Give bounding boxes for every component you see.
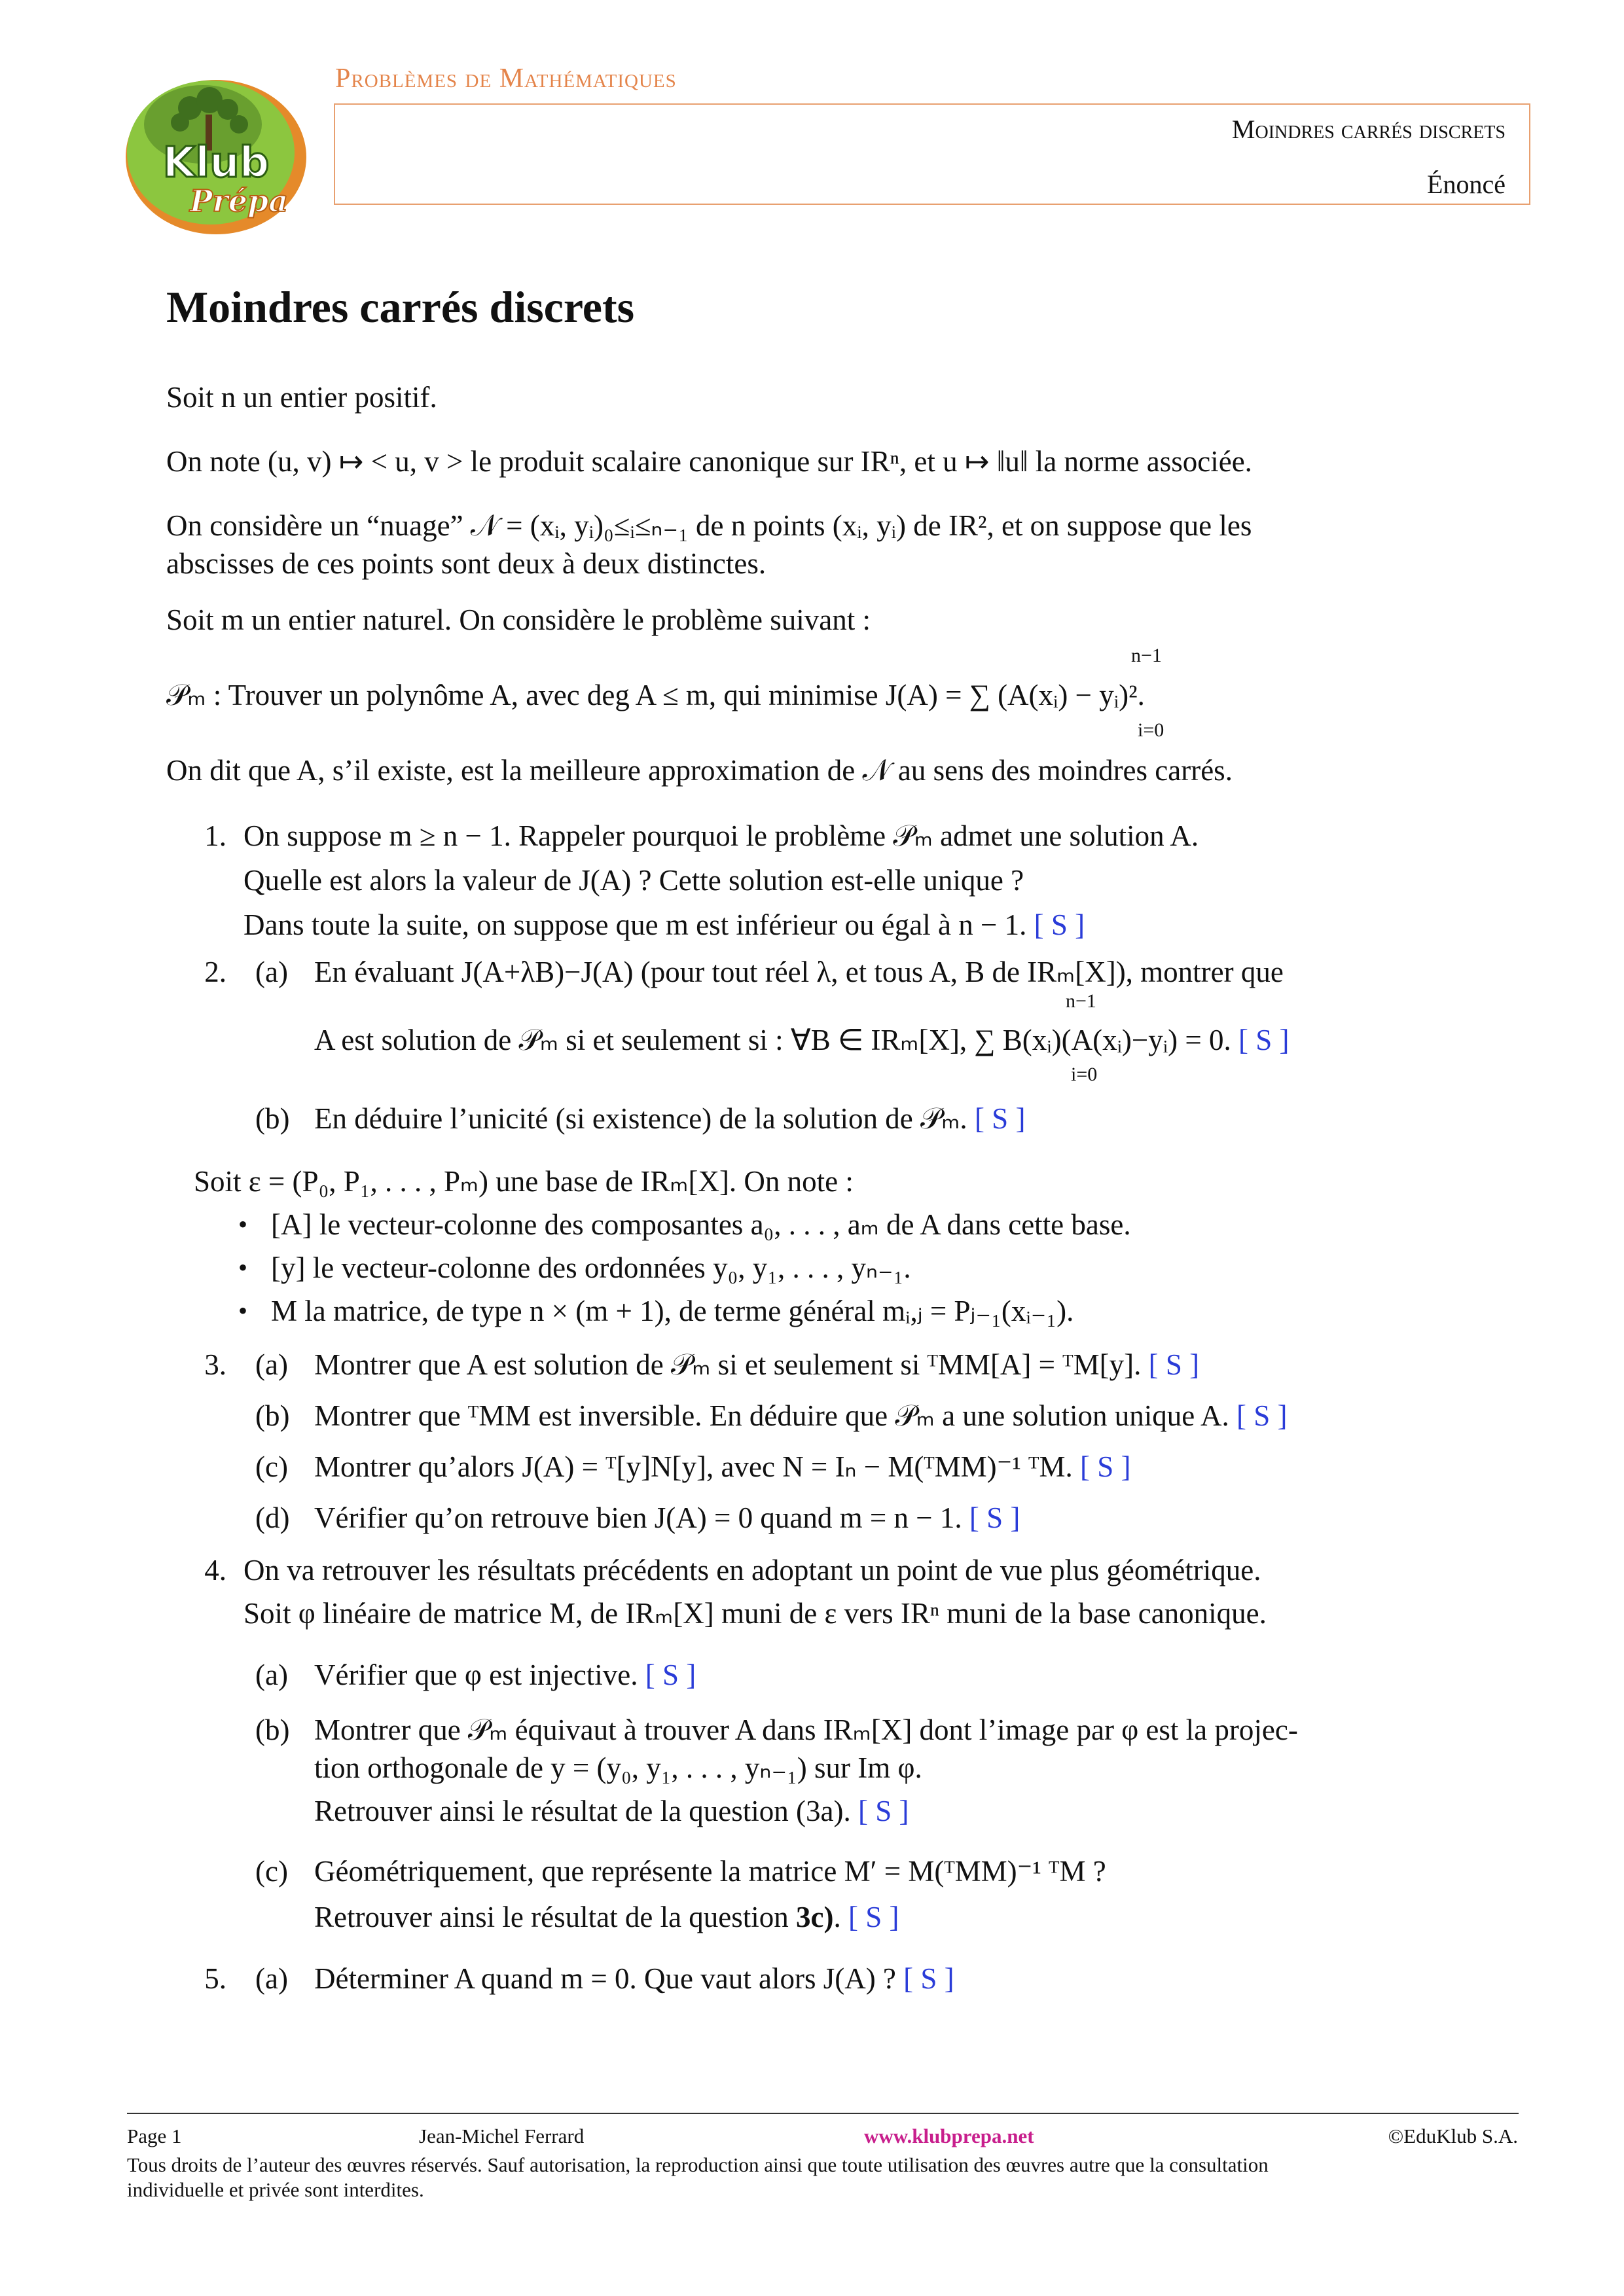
q4b-line-1: Montrer que 𝒫ₘ équivaut à trouver A dans IRₘ[X] dont l’image par φ est la projec- — [314, 1713, 1298, 1746]
solution-link[interactable]: [ S ] — [1079, 1450, 1131, 1483]
intro-paragraph-6: On dit que A, s’il existe, est la meilleure approximation de 𝒩 au sens des moindres carrés. — [166, 754, 1233, 787]
sum-upper-bound: n−1 — [1131, 645, 1162, 666]
q3a: Montrer que A est solution de 𝒫ₘ si et seulement si ᵀMM[A] = ᵀM[y]. [ S ] — [314, 1348, 1200, 1381]
question-number: 4. — [204, 1554, 226, 1587]
q5a: Déterminer A quand m = 0. Que vaut alors J(A) ? [ S ] — [314, 1962, 954, 1995]
intro-paragraph-3a: On considère un “nuage” 𝒩 = (xᵢ, yᵢ)₀≤ᵢ≤ₙ₋₁ de n points (xᵢ, yᵢ) de IR², et on suppose que les — [166, 509, 1252, 542]
sum-lower-bound: i=0 — [1071, 1064, 1098, 1085]
sum-upper-bound: n−1 — [1066, 990, 1096, 1012]
bullet-icon: • — [238, 1253, 248, 1282]
series-title: Problèmes de Mathématiques — [335, 63, 677, 94]
q1-line-1: On suppose m ≥ n − 1. Rappeler pourquoi le problème 𝒫ₘ admet une solution A. — [244, 819, 1199, 852]
q4c-line-1: Géométriquement, que représente la matrice M′ = M(ᵀMM)⁻¹ ᵀM ? — [314, 1855, 1106, 1888]
intro-paragraph-1: Soit n un entier positif. — [166, 381, 437, 414]
q4-line-2: Soit φ linéaire de matrice M, de IRₘ[X] muni de ε vers IRⁿ muni de la base canonique. — [244, 1597, 1267, 1630]
subquestion-label: (a) — [255, 1962, 288, 1995]
solution-link[interactable]: [ S ] — [645, 1659, 696, 1691]
subquestion-label: (c) — [255, 1450, 288, 1483]
footer-rights-1: Tous droits de l’auteur des œuvres réservés. Sauf autorisation, la reproduction ainsi que toute utilisation des œuvres autre que la consultation — [127, 2153, 1269, 2176]
subquestion-label: (a) — [255, 1348, 288, 1381]
footer-rights-2: individuelle et privée sont interdites. — [127, 2178, 424, 2201]
solution-link[interactable]: [ S ] — [857, 1795, 909, 1827]
footer-url-link[interactable]: www.klubprepa.net — [864, 2125, 1034, 2147]
page-number: Page 1 — [127, 2125, 182, 2147]
intro-paragraph-3b: abscisses de ces points sont deux à deux distinctes. — [166, 547, 767, 580]
bullet-icon: • — [238, 1210, 248, 1239]
q1-line-2: Quelle est alors la valeur de J(A) ? Cette solution est-elle unique ? — [244, 864, 1024, 897]
footer-rule — [127, 2113, 1519, 2114]
q2b-line-1: En déduire l’unicité (si existence) de la solution de 𝒫ₘ. [ S ] — [314, 1102, 1026, 1135]
subquestion-label: (b) — [255, 1713, 290, 1746]
q4-line-1: On va retrouver les résultats précédents en adoptant un point de vue plus géométrique. — [244, 1554, 1261, 1587]
solution-link[interactable]: [ S ] — [1034, 908, 1085, 941]
header-box — [334, 103, 1530, 205]
solution-link[interactable]: [ S ] — [1236, 1399, 1288, 1432]
intro-paragraph-4: Soit m un entier naturel. On considère le problème suivant : — [166, 603, 871, 636]
subquestion-label: (b) — [255, 1399, 290, 1432]
solution-link[interactable]: [ S ] — [1238, 1024, 1290, 1056]
subquestion-label: (d) — [255, 1501, 290, 1534]
svg-text:Prépa: Prépa — [189, 183, 289, 219]
intro-paragraph-2: On note (u, v) ↦ < u, v > le produit scalaire canonique sur IRⁿ, et u ↦ ‖u‖ la norme associée. — [166, 445, 1252, 478]
footer-copyright: ©EduKlub S.A. — [1388, 2125, 1518, 2147]
q2a-line-1: En évaluant J(A+λB)−J(A) (pour tout réel λ, et tous A, B de IRₘ[X]), montrer que — [314, 956, 1284, 988]
header-subtitle: Énoncé — [1427, 170, 1506, 199]
q1-line-3: Dans toute la suite, on suppose que m est inférieur ou égal à n − 1. [ S ] — [244, 908, 1085, 941]
subquestion-label: (a) — [255, 1659, 288, 1691]
subquestion-label: (a) — [255, 956, 288, 988]
solution-link[interactable]: [ S ] — [903, 1962, 954, 1995]
solution-link[interactable]: [ S ] — [969, 1501, 1020, 1534]
svg-text:Klub: Klub — [162, 139, 270, 187]
question-number: 3. — [204, 1348, 226, 1381]
q3b: Montrer que ᵀMM est inversible. En déduire que 𝒫ₘ a une solution unique A. [ S ] — [314, 1399, 1288, 1432]
question-number: 5. — [204, 1962, 226, 1995]
question-number: 1. — [204, 819, 226, 852]
header-title: Moindres carrés discrets — [1231, 115, 1506, 144]
q3c: Montrer qu’alors J(A) = ᵀ[y]N[y], avec N = Iₙ − M(ᵀMM)⁻¹ ᵀM. [ S ] — [314, 1450, 1131, 1483]
solution-link[interactable]: [ S ] — [848, 1901, 899, 1933]
q2a-line-2: A est solution de 𝒫ₘ si et seulement si : ∀B ∈ IRₘ[X], ∑ B(xᵢ)(A(xᵢ)−yᵢ) = 0. [ S ] — [314, 1024, 1290, 1056]
basis-intro: Soit ε = (P₀, P₁, . . . , Pₘ) une base de IRₘ[X]. On note : — [194, 1165, 854, 1198]
question-number: 2. — [204, 956, 226, 988]
q4b-line-2: tion orthogonale de y = (y₀, y₁, . . . , yₙ₋₁) sur Im φ. — [314, 1751, 922, 1784]
footer-author: Jean-Michel Ferrard — [419, 2125, 585, 2147]
basis-item-1: [A] le vecteur-colonne des composantes a₀, . . . , aₘ de A dans cette base. — [271, 1208, 1131, 1241]
q3d: Vérifier qu’on retrouve bien J(A) = 0 quand m = n − 1. [ S ] — [314, 1501, 1020, 1534]
solution-link[interactable]: [ S ] — [974, 1102, 1026, 1135]
subquestion-label: (c) — [255, 1855, 288, 1888]
q4c-line-2: Retrouver ainsi le résultat de la question 3c). [ S ] — [314, 1901, 899, 1933]
problem-statement: 𝒫ₘ : Trouver un polynôme A, avec deg A ≤ m, qui minimise J(A) = ∑ (A(xᵢ) − yᵢ)². — [166, 679, 1145, 711]
q4b-line-3: Retrouver ainsi le résultat de la question (3a). [ S ] — [314, 1795, 909, 1827]
klub-prepa-logo — [118, 62, 314, 239]
basis-item-2: [y] le vecteur-colonne des ordonnées y₀, y₁, . . . , yₙ₋₁. — [271, 1251, 911, 1284]
q4a: Vérifier que φ est injective. [ S ] — [314, 1659, 696, 1691]
bullet-icon: • — [238, 1296, 248, 1325]
basis-item-3: M la matrice, de type n × (m + 1), de terme général mᵢ,ⱼ = Pⱼ₋₁(xᵢ₋₁). — [271, 1295, 1074, 1327]
sum-lower-bound: i=0 — [1138, 719, 1164, 741]
solution-link[interactable]: [ S ] — [1148, 1348, 1200, 1381]
subquestion-label: (b) — [255, 1102, 290, 1135]
document-title: Moindres carrés discrets — [166, 282, 635, 332]
